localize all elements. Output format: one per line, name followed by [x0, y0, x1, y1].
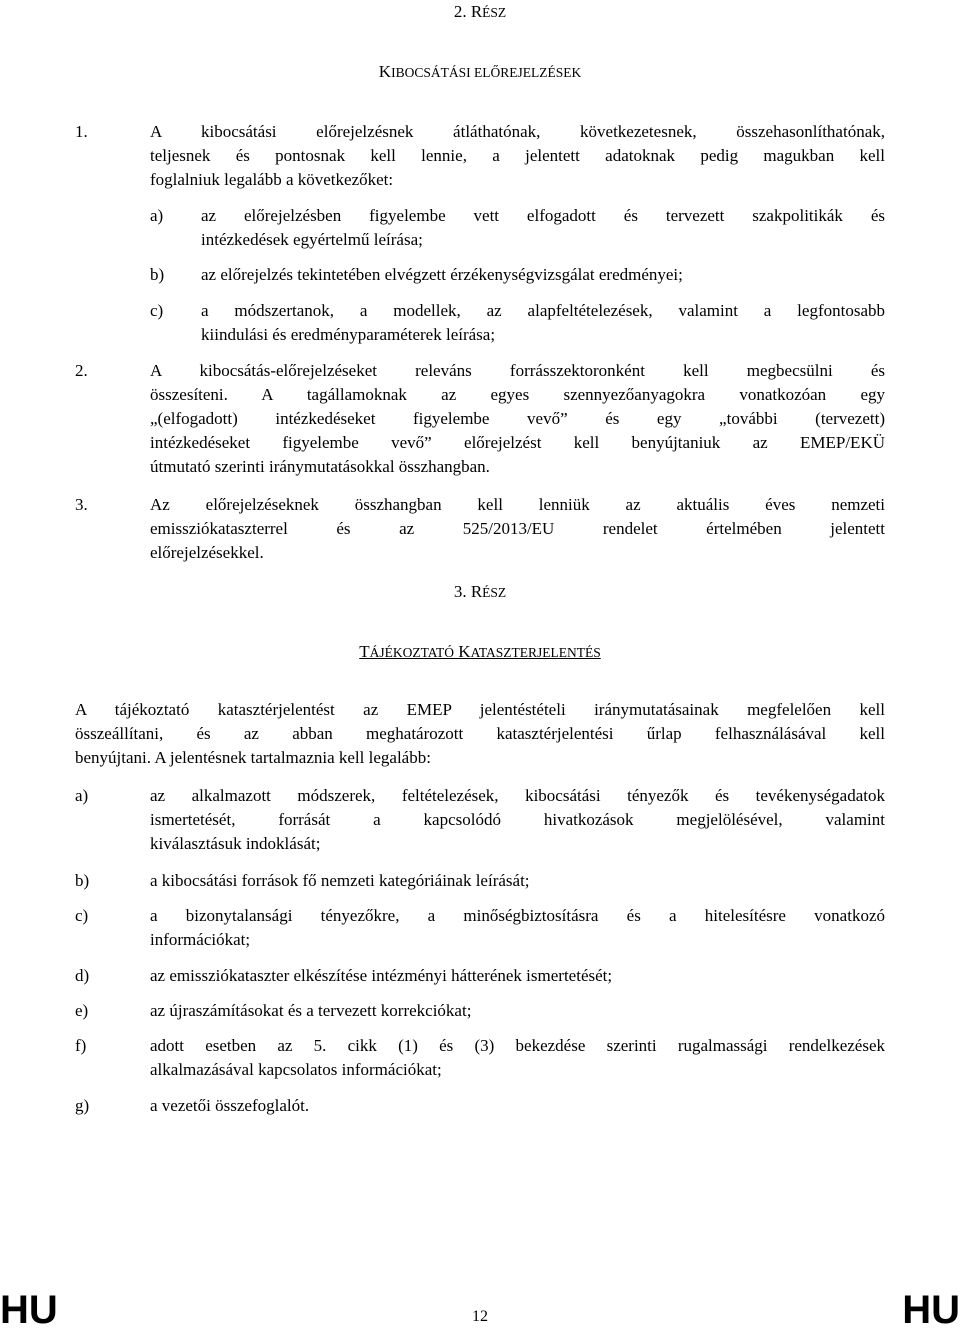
line: a módszertanok, a modellek, az alapfeltételezések, valamint a legfontosabb — [201, 301, 885, 320]
part3-item-f-label: f) — [75, 1036, 87, 1055]
part2-heading-word-first: R — [470, 2, 483, 21]
part2-item-1-num: 1. — [75, 122, 88, 141]
part2-heading-num: 2. — [453, 2, 467, 21]
part3-item-e-label: e) — [75, 1001, 89, 1020]
part3-heading-num: 3. — [453, 582, 467, 601]
line: kiindulási és eredményparaméterek leírása; — [201, 325, 496, 344]
part3-title-w1-first: T — [359, 642, 370, 661]
line: benyújtani. A jelentésnek tartalmaznia kell legalább: — [75, 748, 431, 767]
line: emissziókataszterrel és az 525/2013/EU rendelet értelmében jelentett — [150, 519, 885, 538]
line: a vezetői összefoglalót. — [150, 1096, 310, 1115]
line: intézkedések egyértelmű leírása; — [201, 230, 423, 249]
part3-item-b-text — [150, 869, 885, 893]
part3-title-w2-first: K — [458, 642, 471, 661]
part3-item-a-label: a) — [75, 786, 89, 805]
line: az alkalmazott módszerek, feltételezések, kibocsátási tényezők és tevékenységadatok — [150, 786, 885, 805]
line: foglalniuk legalább a következőket: — [150, 170, 394, 189]
part3-item-e-text — [150, 999, 885, 1023]
part3-title — [0, 640, 960, 665]
line: A kibocsátási előrejelzésnek átláthatónak, következetesnek, összehasonlíthatónak, — [150, 122, 885, 141]
line: a bizonytalansági tényezőkre, a minőségbiztosításra és a hitelesítésre vonatkozó — [150, 906, 885, 925]
part2-sub-b-label: b) — [150, 265, 165, 284]
part3-heading-word-first: R — [470, 582, 483, 601]
line: kiválasztásuk indoklását; — [150, 834, 321, 853]
line: alkalmazásával kapcsolatos információkat; — [150, 1060, 442, 1079]
part2-title — [0, 60, 960, 85]
part3-title-w1-rest: ÁJÉKOZTATÓ — [369, 645, 455, 660]
part3-item-d-text — [150, 964, 885, 988]
line: összeállítani, és az abban meghatározott katasztérjelentési űrlap felhasználásával kell — [75, 724, 885, 743]
part2-heading-word-rest: ÉSZ — [482, 5, 507, 20]
line: „(elfogadott) intézkedéseket figyelembe vevő” és egy „további (tervezett) — [150, 409, 885, 428]
line: az előrejelzés tekintetében elvégzett érzékenységvizsgálat eredményei; — [201, 265, 683, 284]
part3-intro — [75, 698, 885, 770]
part3-item-g-text — [150, 1094, 885, 1118]
part2-item-2-num: 2. — [75, 361, 88, 380]
part2-heading — [0, 0, 960, 25]
part3-item-c-label: c) — [75, 906, 89, 925]
line: A tájékoztató katasztérjelentést az EMEP jelentéstételi iránymutatásainak megfelelően kell — [75, 700, 885, 719]
line: információkat; — [150, 930, 251, 949]
part2-sub-c-text — [201, 299, 885, 347]
line: a kibocsátási források fő nemzeti kategóriáinak leírását; — [150, 871, 530, 890]
part2-title-first: K — [378, 62, 392, 81]
part3-title-w2-rest: ATASZTERJELENTÉS — [470, 645, 601, 660]
footer-page-number: 12 — [472, 1308, 488, 1325]
part3-item-a-text — [150, 784, 885, 856]
footer-left-code: HU — [0, 1288, 58, 1332]
line: előrejelzésekkel. — [150, 543, 264, 562]
line: az előrejelzésben figyelembe vett elfogadott és tervezett szakpolitikák és — [201, 206, 885, 225]
part3-heading-word-rest: ÉSZ — [482, 585, 507, 600]
line: teljesnek és pontosnak kell lennie, a jelentett adatoknak pedig magukban kell — [150, 146, 885, 165]
line: összesíteni. A tagállamoknak az egyes szennyezőanyagokra vonatkozóan egy — [150, 385, 885, 404]
part2-item-2-text — [150, 359, 885, 479]
part3-item-f-text — [150, 1034, 885, 1082]
line: az újraszámításokat és a tervezett korrekciókat; — [150, 1001, 472, 1020]
part2-sub-b-text — [201, 263, 885, 287]
part2-sub-c-label: c) — [150, 301, 164, 320]
part3-item-c-text — [150, 904, 885, 952]
footer-right-code: HU — [902, 1288, 960, 1332]
part2-sub-a-label: a) — [150, 206, 164, 225]
line: útmutató szerinti iránymutatásokkal összhangban. — [150, 457, 490, 476]
line: adott esetben az 5. cikk (1) és (3) bekezdése szerinti rugalmassági rendelkezések — [150, 1036, 885, 1055]
part2-item-3-num: 3. — [75, 495, 88, 514]
part2-item-3-text — [150, 493, 885, 565]
part3-title-underline — [359, 642, 601, 661]
line: ismertetését, forrását a kapcsolódó hivatkozások megjelölésével, valamint — [150, 810, 885, 829]
part3-item-g-label: g) — [75, 1096, 90, 1115]
part2-item-1-text — [150, 120, 885, 192]
line: A kibocsátás-előrejelzéseket releváns forrásszektoronként kell megbecsülni és — [150, 361, 885, 380]
line: Az előrejelzéseknek összhangban kell lenniük az aktuális éves nemzeti — [150, 495, 885, 514]
line: intézkedéseket figyelembe vevő” előrejelzést kell benyújtaniuk az EMEP/EKÜ — [150, 433, 885, 452]
line: az emissziókataszter elkészítése intézményi hátterének ismertetését; — [150, 966, 613, 985]
part2-sub-a-text — [201, 204, 885, 252]
part3-item-b-label: b) — [75, 871, 90, 890]
part3-heading — [0, 580, 960, 605]
part3-item-d-label: d) — [75, 966, 90, 985]
part2-title-rest: IBOCSÁTÁSI ELŐREJELZÉSEK — [391, 65, 582, 80]
